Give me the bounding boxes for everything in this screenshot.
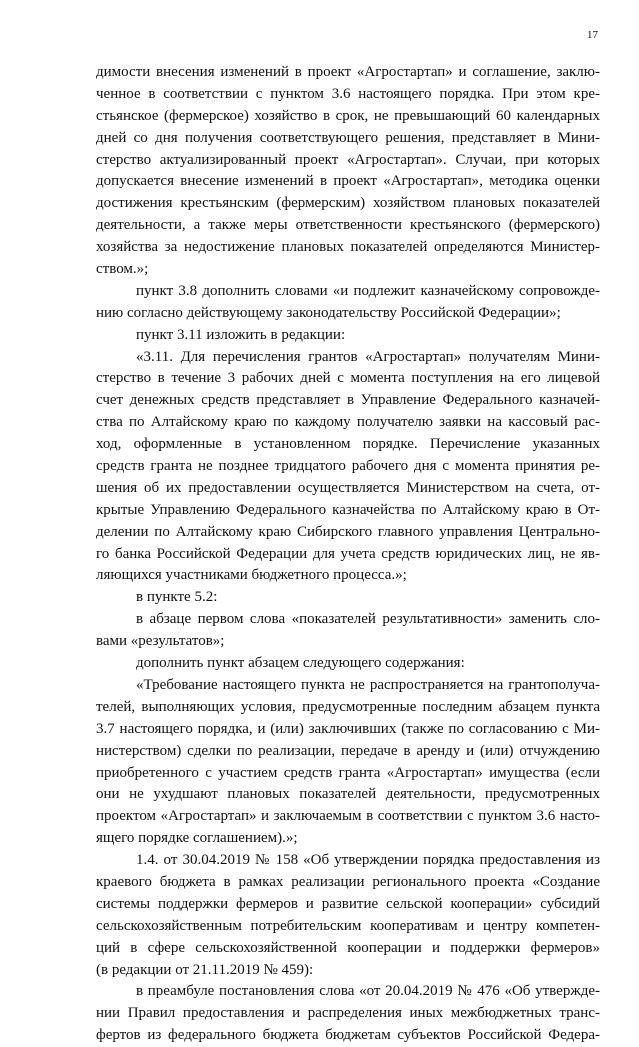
text-line: дней со дня получения соответствующего решения, представляет в Мини- <box>96 129 600 146</box>
text-line: ченное в соответствии с пунктом 3.6 настоящего порядка. При этом кре- <box>96 85 600 102</box>
text-line: 3.7 настоящего порядка, и (или) заключивших (также по согласованию с Ми- <box>96 720 600 737</box>
text-line: фертов из федерального бюджета бюджетам субъектов Российской Федера- <box>96 1027 600 1044</box>
text-line: стерство актуализированный проект «Агростартап». Случаи, при которых <box>96 151 600 168</box>
text-line: дополнить пункт абзацем следующего содержания: <box>136 655 465 672</box>
body-text <box>96 62 600 1047</box>
text-line: 1.4. от 30.04.2019 № 158 «Об утверждении порядка предоставления из <box>136 852 600 869</box>
text-line: димости внесения изменений в проект «Агростартап» и соглашение, заклю- <box>96 64 600 80</box>
text-line: приобретенного с участием средств гранта «Агростартап» имущества (если <box>96 764 600 781</box>
text-line: допускается внесение изменений в проект «Агростартап», методика оценки <box>96 173 600 190</box>
text-line: крытые Управлению Федерального казначейства по Алтайскому краю в От- <box>96 501 600 518</box>
text-line: ством.»; <box>96 261 149 278</box>
text-line: в преамбуле постановления слова «от 20.04.2019 № 476 «Об утвержде- <box>136 983 600 1000</box>
text-line: ций в сфере сельскохозяйственной кооперации и поддержки фермеров» <box>96 939 600 956</box>
text-line: системы поддержки фермеров и развитие сельской кооперации» субсидий <box>96 895 600 912</box>
text-line: делении по Алтайскому краю Сибирского главного управления Центрально- <box>96 523 600 540</box>
text-line: достижения крестьянским (фермерским) хозяйством плановых показателей <box>96 195 600 212</box>
text-line: они не ухудшают плановых показателей деятельности, предусмотренных <box>96 786 600 803</box>
text-line: телей, выполняющих условия, предусмотренные последним абзацем пункта <box>96 698 600 715</box>
text-line: ляющихся участниками бюджетного процесса.»; <box>96 567 407 584</box>
text-line: проектом «Агростартап» и заключаемым в соответствии с пунктом 3.6 насто- <box>96 808 600 825</box>
text-line: деятельности, а также меры ответственности крестьянского (фермерского) <box>96 217 600 234</box>
text-line: го банка Российской Федерации для учета средств юридических лиц, не яв- <box>96 545 600 562</box>
text-line: вами «результатов»; <box>96 633 225 650</box>
page-number: 17 <box>587 29 598 41</box>
text-line: ства по Алтайскому краю по каждому получателю заявки на кассовый рас- <box>96 414 600 431</box>
text-line: нию согласно действующему законодательству Российской Федерации»; <box>96 304 561 321</box>
text-line: стерство в течение 3 рабочих дней с момента поступления на его лицевой <box>96 370 600 387</box>
text-line: «3.11. Для перечисления грантов «Агростартап» получателям Мини- <box>136 348 600 365</box>
text-line: (в редакции от 21.11.2019 № 459): <box>96 961 314 978</box>
text-line: в пункте 5.2: <box>136 589 218 606</box>
text-line: счет денежных средств представляет в Управление Федерального казначей- <box>96 392 600 409</box>
text-line: ход, оформленные в установленном порядке. Перечисление указанных <box>96 436 600 453</box>
text-line: стьянское (фермерское) хозяйство в срок, не превышающий 60 календарных <box>96 107 600 124</box>
text-line: пункт 3.8 дополнить словами «и подлежит казначейскому сопровожде- <box>136 282 600 299</box>
text-line: хозяйства за недостижение плановых показателей определяются Министер- <box>96 239 600 256</box>
text-line: «Требование настоящего пункта не распространяется на грантополуча- <box>136 676 600 693</box>
text-line: сельскохозяйственным потребительским кооперативам и центру компетен- <box>96 917 600 934</box>
text-line: нии Правил предоставления и распределения иных межбюджетных транс- <box>96 1005 600 1022</box>
text-line: в абзаце первом слова «показателей результативности» заменить сло- <box>136 611 600 628</box>
text-line: шения об их предоставлении осуществляется Министерством на счета, от- <box>96 479 600 496</box>
text-line: ящего порядке соглашением).»; <box>96 830 298 847</box>
text-line: средств гранта не позднее тридцатого рабочего дня с момента принятия ре- <box>96 458 600 475</box>
text-line: краевого бюджета в рамках реализации регионального проекта «Создание <box>96 873 600 890</box>
text-line: пункт 3.11 изложить в редакции: <box>136 326 346 343</box>
text-line: нистерством) сделки по реализации, передаче в аренду и (или) отчуждению <box>96 742 600 759</box>
